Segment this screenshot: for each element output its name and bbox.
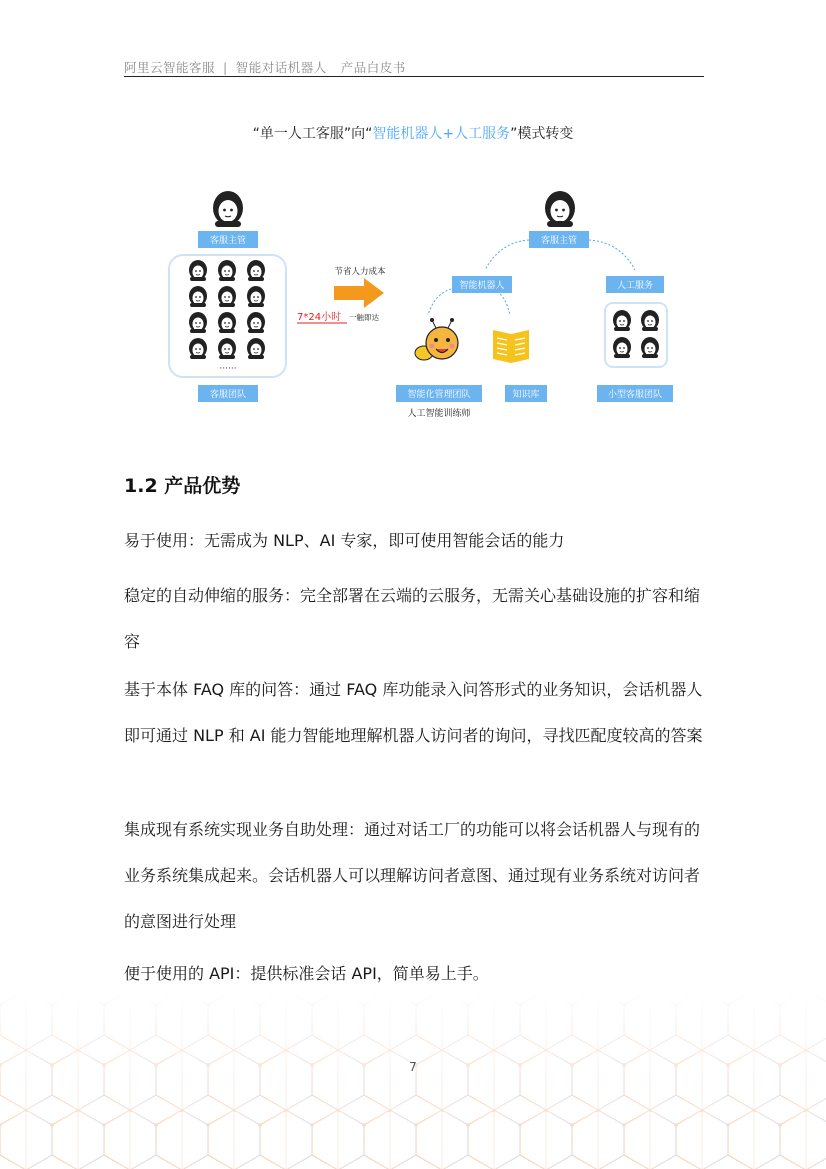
- mgmt-team-box: [396, 385, 482, 402]
- page-number: 7: [409, 1060, 417, 1074]
- header-rule: [124, 76, 704, 77]
- book-icon: [493, 330, 529, 363]
- section-title: 1.2 产品优势: [124, 475, 241, 497]
- trainer-label: 人工智能训练师: [407, 409, 471, 419]
- header-doc: 产品白皮书: [340, 60, 406, 75]
- header-product: 智能对话机器人: [235, 60, 327, 75]
- small-team-box: [597, 385, 673, 402]
- bee-mascot-icon: [415, 318, 458, 360]
- arrow-red-label: 7*24小时: [297, 312, 342, 323]
- advantage-paragraph: 便于使用的 API：提供标准会话 API，简单易上手。: [124, 964, 489, 983]
- advantage-paragraph: 稳定的自动伸缩的服务：完全部署在云端的云服务，无需关心基础设施的扩容和缩容: [124, 586, 701, 651]
- right-supervisor-avatar: [545, 191, 575, 227]
- knowledge-label: 知识库: [512, 390, 540, 400]
- footer-hex-pattern: [0, 990, 826, 1169]
- figure-title-prefix: “单一人工客服”向“: [252, 126, 373, 142]
- figure-title-suffix: ”模式转变: [510, 126, 574, 142]
- service-transition-diagram: [160, 180, 700, 430]
- advantage-paragraph: 基于本体 FAQ 库的问答：通过 FAQ 库功能录入问答形式的业务知识，会话机器人即可通过 NLP 和 AI 能力智能地理解机器人访问者的询问，寻找匹配度较高的答案: [124, 680, 703, 745]
- header-separator: |: [223, 60, 228, 75]
- team-dots: ······: [219, 364, 237, 374]
- small-team-frame: [605, 303, 667, 367]
- left-supervisor-label: 客服主管: [209, 236, 247, 246]
- right-supervisor-label: 客服主管: [540, 236, 578, 246]
- transition-arrow: [334, 278, 384, 308]
- page-header: [124, 58, 704, 76]
- header-company: 阿里云智能客服: [124, 60, 216, 75]
- left-team-label: 客服团队: [209, 390, 247, 400]
- advantage-paragraph: 集成现有系统实现业务自助处理：通过对话工厂的功能可以将会话机器人与现有的业务系统集成起来。会话机器人可以理解访问者意图、通过现有业务系统对访问者的意图进行处理: [124, 820, 701, 931]
- arrow-top-label: 节省人力成本: [334, 267, 386, 277]
- left-team-box: [198, 385, 258, 402]
- robot-box: [452, 276, 512, 293]
- figure-title: [0, 123, 826, 143]
- right-supervisor-box: [529, 231, 589, 248]
- small-team-label: 小型客服团队: [607, 390, 663, 400]
- arrow-rest-label: 一触即达: [349, 313, 379, 322]
- manual-label: 人工服务: [616, 281, 654, 291]
- left-team-frame: [169, 255, 286, 377]
- knowledge-box: [505, 385, 547, 402]
- manual-box: [606, 276, 664, 293]
- advantage-paragraph: 易于使用：无需成为 NLP、AI 专家，即可使用智能会话的能力: [124, 531, 565, 550]
- robot-label: 智能机器人: [459, 281, 505, 291]
- mgmt-team-label: 智能化管理团队: [407, 390, 471, 400]
- figure-title-highlight: 智能机器人+人工服务: [372, 126, 511, 142]
- left-supervisor-avatar: [213, 191, 243, 227]
- left-supervisor-box: [198, 231, 258, 248]
